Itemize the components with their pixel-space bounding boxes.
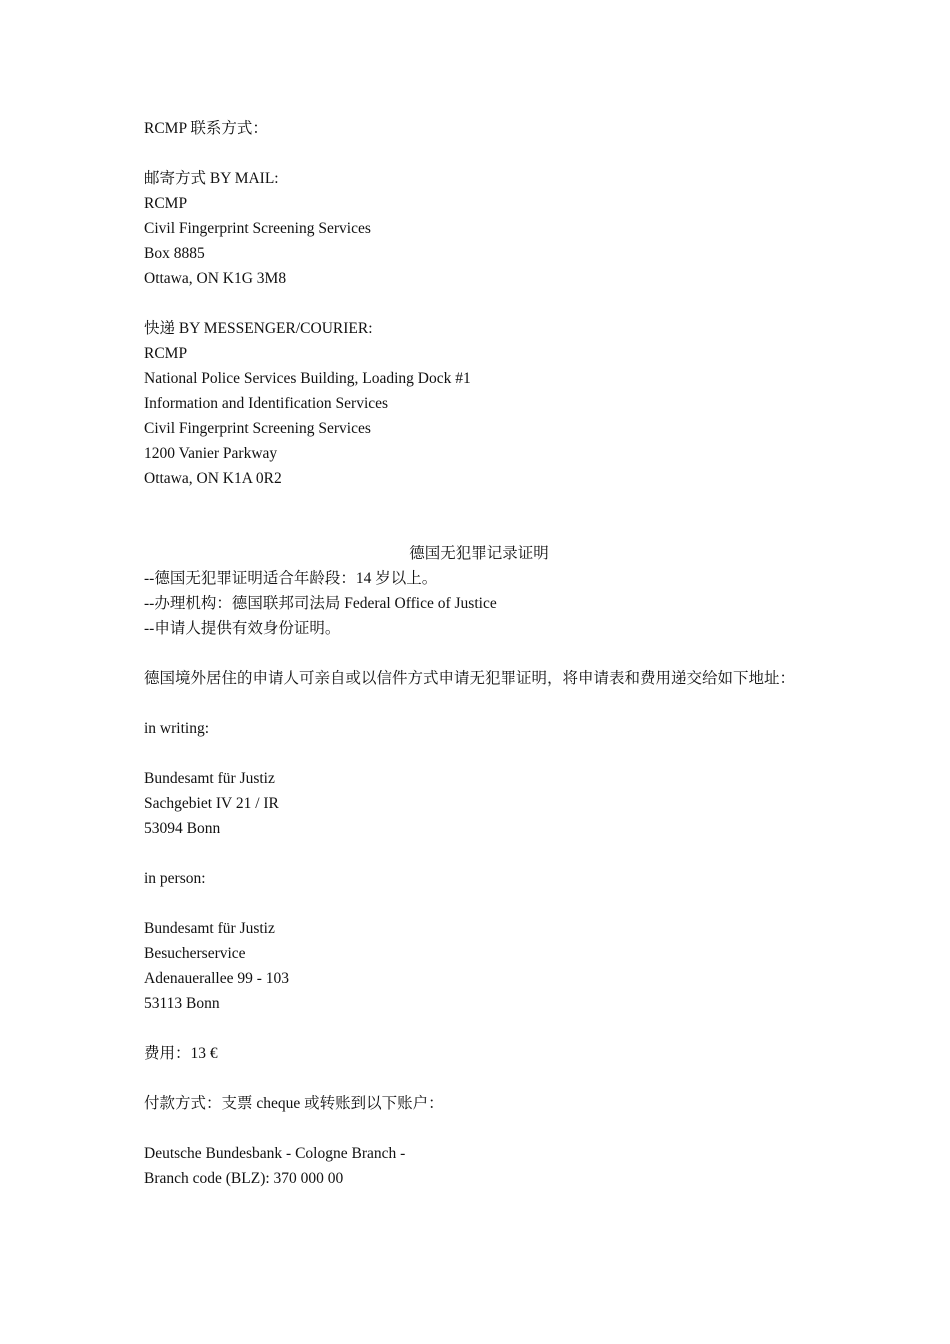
person-address-line: Besucherservice	[144, 945, 246, 962]
person-address-line: Adenauerallee 99 - 103	[144, 970, 290, 987]
courier-label: 快递 BY MESSENGER/COURIER:	[144, 320, 373, 337]
document-page	[144, 116, 814, 1191]
germany-bullet: --办理机构：德国联邦司法局 Federal Office of Justice	[144, 595, 497, 612]
mail-address-line: RCMP	[144, 195, 188, 212]
bank-detail-line: Deutsche Bundesbank - Cologne Branch -	[144, 1145, 406, 1162]
writing-address-line: 53094 Bonn	[144, 820, 221, 837]
spacer	[144, 691, 814, 716]
fee-line: 费用：13 €	[144, 1045, 218, 1062]
rcmp-contact-heading: RCMP 联系方式：	[144, 120, 268, 137]
mail-address-line: Civil Fingerprint Screening Services	[144, 220, 371, 237]
bank-detail-line: Branch code (BLZ): 370 000 00	[144, 1170, 344, 1187]
mail-address-line: Ottawa, ON K1G 3M8	[144, 270, 287, 287]
spacer	[144, 1116, 814, 1141]
person-label: in person:	[144, 870, 206, 887]
mail-address-line: Box 8885	[144, 245, 205, 262]
courier-address-line: RCMP	[144, 345, 188, 362]
spacer	[144, 516, 814, 541]
writing-address-line: Sachgebiet IV 21 / IR	[144, 795, 279, 812]
person-address-line: Bundesamt für Justiz	[144, 920, 275, 937]
spacer	[144, 141, 814, 166]
mail-label: 邮寄方式 BY MAIL:	[144, 170, 279, 187]
courier-address-line: 1200 Vanier Parkway	[144, 445, 278, 462]
writing-label: in writing:	[144, 720, 210, 737]
spacer	[144, 891, 814, 916]
payment-method-line: 付款方式：支票 cheque 或转账到以下账户：	[144, 1095, 444, 1112]
spacer	[144, 491, 814, 516]
spacer	[144, 1066, 814, 1091]
spacer	[144, 291, 814, 316]
courier-address-line: Civil Fingerprint Screening Services	[144, 420, 371, 437]
courier-address-line: National Police Services Building, Loading Dock #1	[144, 370, 471, 387]
germany-section-title: 德国无犯罪记录证明	[409, 545, 549, 562]
germany-bullet: --申请人提供有效身份证明。	[144, 620, 341, 637]
person-address-line: 53113 Bonn	[144, 995, 220, 1012]
germany-intro-paragraph: 德国境外居住的申请人可亲自或以信件方式申请无犯罪证明，将申请表和费用递交给如下地址：	[144, 670, 796, 687]
writing-address-line: Bundesamt für Justiz	[144, 770, 275, 787]
spacer	[144, 641, 814, 666]
spacer	[144, 1016, 814, 1041]
spacer	[144, 741, 814, 766]
courier-address-line: Information and Identification Services	[144, 395, 389, 412]
spacer	[144, 841, 814, 866]
germany-bullet: --德国无犯罪证明适合年龄段：14 岁以上。	[144, 570, 438, 587]
courier-address-line: Ottawa, ON K1A 0R2	[144, 470, 282, 487]
